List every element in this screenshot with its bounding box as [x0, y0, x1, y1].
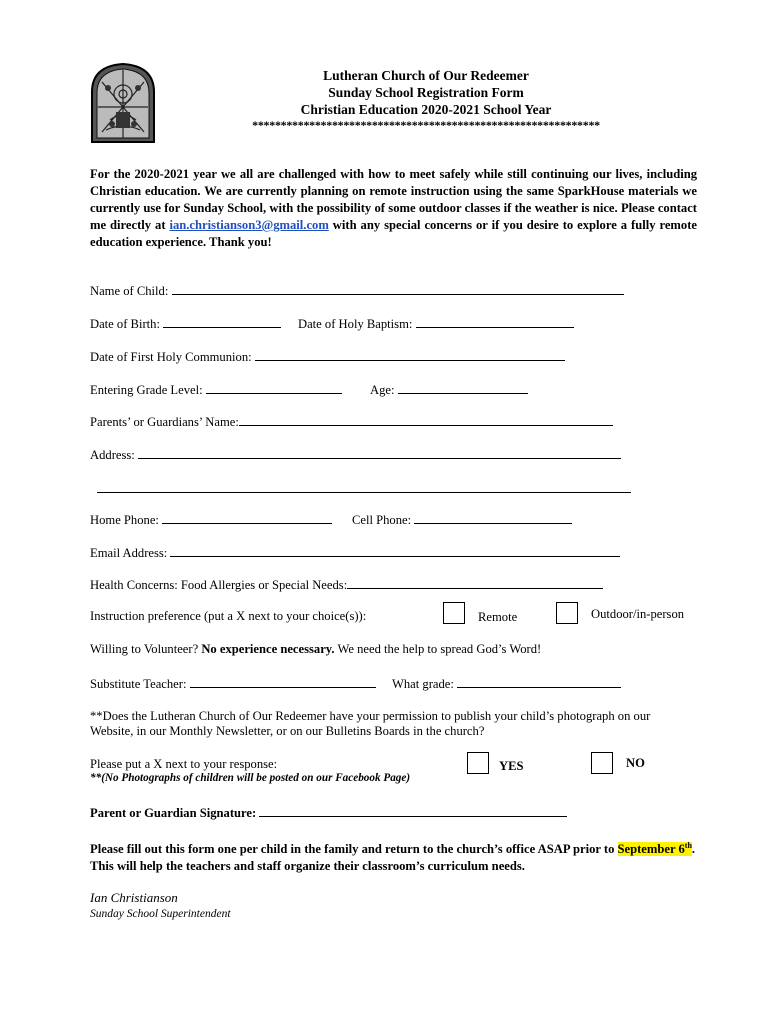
health-field[interactable]: Health Concerns: Food Allergies or Special Needs: — [90, 577, 603, 593]
outdoor-label: Outdoor/in-person — [591, 607, 685, 621]
form-title: Sunday School Registration Form — [328, 85, 524, 100]
email-field[interactable]: Email Address: — [90, 545, 620, 561]
signoff-name: Ian Christianson — [90, 890, 178, 905]
yes-checkbox[interactable] — [467, 752, 489, 774]
intro-paragraph: For the 2020-2021 year we all are challenged with how to meet safely while still continuing our lives, including Christian education. We are currently planning on remote instruction using the same SparkHouse materials we currently use for Sunday School, with the possibility of some outdoor classes if the weather is nice. Please contact me directly at ian.christianson3@gmail.com with any special concerns or if you desire to explore a fully remote education experience. Thank you! — [90, 167, 697, 249]
child-name-field[interactable]: Name of Child: — [90, 283, 624, 299]
school-year: Christian Education 2020-2021 School Year — [300, 102, 552, 117]
substitute-teacher-field[interactable]: Substitute Teacher: — [90, 676, 376, 692]
church-logo-image — [88, 62, 158, 144]
yes-label: YES — [499, 759, 524, 773]
no-label: NO — [626, 756, 645, 770]
return-instructions: Please fill out this form one per child in the family and return to the church’s office ASAP prior to September 6th. This will help the teachers and staff organize their classroom’s curriculum needs. — [90, 841, 696, 874]
baptism-field[interactable]: Date of Holy Baptism: — [298, 316, 574, 332]
facebook-note: **(No Photographs of children will be posted on our Facebook Page) — [90, 772, 411, 784]
church-name: Lutheran Church of Our Redeemer — [323, 68, 529, 83]
photo-permission-question: **Does the Lutheran Church of Our Redeemer have your permission to publish your child’s photograph on our Website, in our Monthly Newsletter, or on our Bulletins Boards in the church? — [90, 709, 651, 738]
photo-response-label: Please put a X next to your response: — [90, 757, 278, 771]
email-link[interactable]: ian.christianson3@gmail.com — [169, 218, 329, 232]
star-divider: ************************************************************* — [252, 118, 600, 132]
signature-field[interactable]: Parent or Guardian Signature: — [90, 805, 567, 821]
cell-phone-field[interactable]: Cell Phone: — [352, 512, 572, 528]
signoff-title: Sunday School Superintendent — [90, 908, 231, 920]
age-field[interactable]: Age: — [370, 382, 528, 398]
grade-field[interactable]: Entering Grade Level: — [90, 382, 342, 398]
address-field[interactable]: Address: — [90, 447, 621, 463]
deadline-highlight: September 6th — [617, 841, 692, 857]
parents-name-field[interactable]: Parents’ or Guardians’ Name: — [90, 414, 613, 430]
no-checkbox[interactable] — [591, 752, 613, 774]
communion-field[interactable]: Date of First Holy Communion: — [90, 349, 565, 365]
remote-checkbox[interactable] — [443, 602, 465, 624]
volunteer-line: Willing to Volunteer? No experience necessary. We need the help to spread God’s Word! — [90, 642, 542, 656]
dob-field[interactable]: Date of Birth: — [90, 316, 281, 332]
outdoor-checkbox[interactable] — [556, 602, 578, 624]
what-grade-field[interactable]: What grade: — [392, 676, 621, 692]
address-line-2[interactable] — [97, 481, 631, 497]
instruction-label: Instruction preference (put a X next to your choice(s)): — [90, 609, 367, 623]
home-phone-field[interactable]: Home Phone: — [90, 512, 332, 528]
remote-label: Remote — [478, 610, 518, 624]
